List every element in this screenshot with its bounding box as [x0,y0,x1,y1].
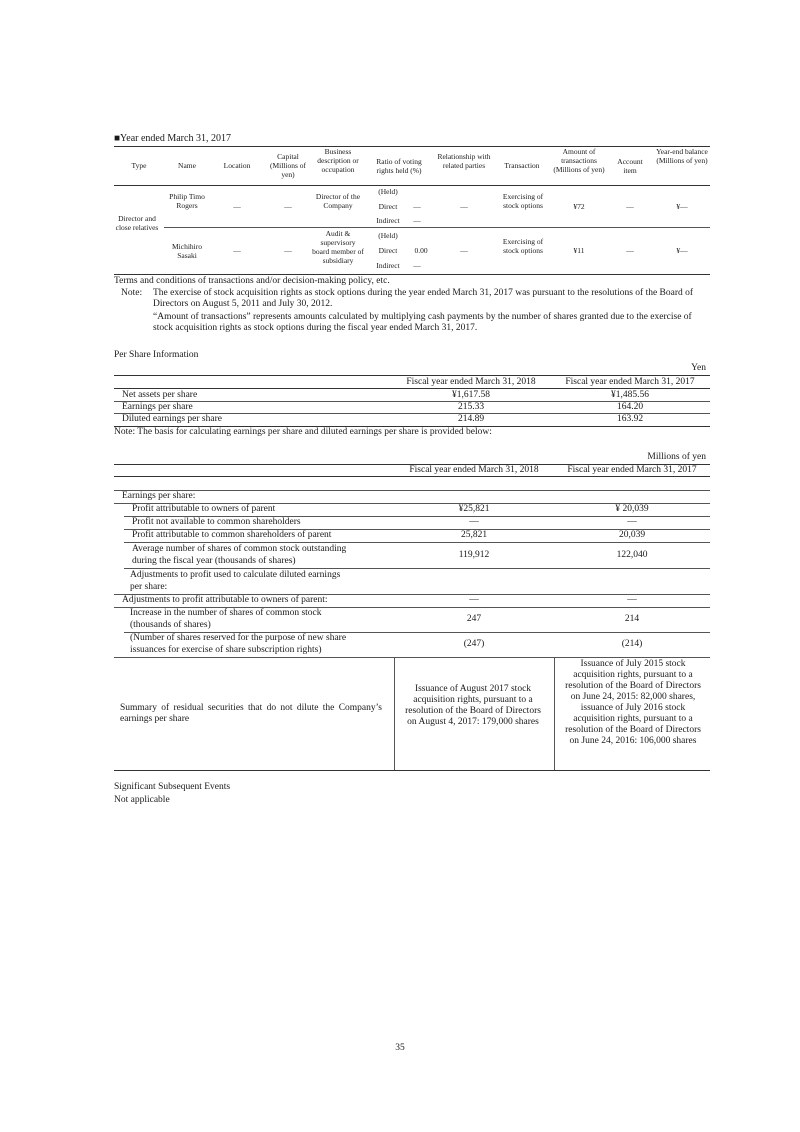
row2-indirect-label: Indirect [376,261,400,270]
increase-label-2: (thousands of shares) [130,620,211,630]
eps-row-rule [124,542,710,543]
row-divider [164,227,710,228]
per-share-unit: Yen [691,363,706,373]
row2-balance: ¥— [676,246,688,255]
row2-amount: ¥11 [573,246,585,255]
row1-amount: ¥72 [573,202,585,211]
row1-account: — [626,202,634,211]
ps-row-label: Net assets per share [122,390,198,400]
row2-account: — [626,246,634,255]
row1-direct-value: — [413,202,421,211]
square-bullet-icon: ■ [114,133,121,144]
row1-indirect-value: — [413,216,421,225]
profit-common-v2: 20,039 [618,530,646,540]
eps-header-rule [114,476,710,477]
terms-title: Terms and conditions of transactions and/or decision-making policy, etc. [114,276,390,286]
ps-note: Note: The basis for calculating earnings per share and diluted earnings per share is provided below: [114,427,492,437]
row1-balance: ¥— [676,202,688,211]
ps-col1-header: Fiscal year ended March 31, 2018 [406,377,536,387]
summary-v1: Issuance of August 2017 stock acquisition rights, pursuant to a resolution of the Board of Directors on August 4, 2017: 179,000 shares [405,684,541,727]
row1-relationship: — [460,202,468,211]
row1-capital: — [284,202,292,211]
profit-common-v1: 25,821 [460,530,488,540]
eps-spacer-rule [114,490,710,491]
row2-transaction: Exercising of stock options [502,237,544,255]
row2-relationship: — [460,246,468,255]
avg-shares-v1: 119,912 [458,550,490,560]
avg-shares-label-2: during the fiscal year (thousands of shares) [132,556,296,566]
header-business: Business description or occupation [317,147,359,174]
avg-shares-v2: 122,040 [616,550,648,560]
header-ratio: Ratio of voting rights held (%) [376,157,422,175]
ps-top-rule [114,375,710,376]
eps-col2-header: Fiscal year ended March 31, 2017 [567,465,697,475]
summary-v2: Issuance of July 2015 stock acquisition rights, pursuant to a resolution of the Board of Directors on June 24, 2015: 82,000 shares, issuance of July 2016 stock acquisition rights, pursuant to a resolution of the Board of Directors on June 24, 2016: 106,000 shares [565,659,701,746]
subsequent-text: Not applicable [114,795,170,805]
row2-location: — [233,246,241,255]
summary-label: Summary of residual securities that do not dilute the Company’s earnings per share [120,703,382,724]
row2-capital: — [284,246,292,255]
row1-indirect-label: Indirect [376,216,400,225]
header-capital: Capital (Millions of yen) [269,152,307,179]
profit-not-v2: — [627,517,637,527]
summary-divider [394,658,395,770]
ps-row-v1: 215.33 [457,402,485,412]
profit-attr-label: Profit attributable to owners of parent [132,504,276,514]
page-number: 35 [395,1043,405,1053]
per-share-title: Per Share Information [114,350,199,360]
row1-direct-label: Direct [378,202,398,211]
row2-held: (Held) [378,231,398,240]
ps-row-v2: ¥1,485.56 [611,390,649,400]
note-text-2: “Amount of transactions” represents amounts calculated by multiplying cash payments by the number of shares granted due to the exercise of stock acquisition rights as stock options during the fiscal year ended March 31, 2017. [153,312,692,333]
profit-attr-v1: ¥25,821 [458,504,490,514]
eps-row-rule [114,657,710,658]
row2-business: Audit & supervisory board member of subsidiary [312,229,364,265]
profit-not-label: Profit not available to common shareholders [132,517,301,527]
avg-shares-label-1: Average number of shares of common stock outstanding [132,544,347,554]
table-bottom-rule [114,274,710,275]
ps-row-v2: 163.92 [616,414,644,424]
eps-row-rule [124,568,710,569]
adj-heading-1: Adjustments to profit used to calculate diluted earnings [130,570,341,580]
ps-header-rule [114,388,710,389]
header-relationship: Relationship with related parties [437,152,491,170]
profit-common-label: Profit attributable to common shareholders of parent [132,530,332,540]
summary-divider [554,658,555,770]
row1-held: (Held) [378,187,398,196]
header-amount: Amount of transactions (Millions of yen) [553,147,605,174]
header-location: Location [223,161,251,170]
ps-col2-header: Fiscal year ended March 31, 2017 [565,377,695,387]
row1-location: — [233,202,241,211]
note-label: Note: [121,288,143,298]
adj-profit-v2: — [627,595,637,605]
section-title-year-2017: ■Year ended March 31, 2017 [114,133,231,144]
profit-not-v1: — [469,517,479,527]
eps-col1-header: Fiscal year ended March 31, 2018 [409,465,539,475]
row2-indirect-value: — [413,261,421,270]
adj-heading-2: per share: [130,582,168,592]
row2-name: Michihiro Sasaki [172,242,202,260]
note-text-1: The exercise of stock acquisition rights as stock options during the year ended March 31, 2017 was pursuant to the resolutions of the Board of Directors on August 5, 2011 and July 30, 2012. [153,288,694,309]
row1-name: Philip Timo Rogers [169,192,205,210]
row1-transaction: Exercising of stock options [502,192,544,210]
header-bottom-rule [114,185,710,186]
subsequent-title: Significant Subsequent Events [114,782,231,792]
adj-profit-v1: — [469,595,479,605]
eps-heading: Earnings per share: [122,491,196,501]
header-balance: Year-end balance (Millions of yen) [656,147,708,165]
ps-row-label: Earnings per share [122,402,193,412]
increase-label-1: Increase in the number of shares of common stock [130,608,322,618]
table-top-rule [114,146,710,147]
reserved-v1: (247) [463,639,485,649]
increase-v2: 214 [624,614,640,624]
ps-row-label: Diluted earnings per share [122,414,222,424]
row1-business: Director of the Company [315,192,361,210]
increase-v1: 247 [466,614,482,624]
reserved-label-2: issuances for exercise of share subscription rights) [130,645,322,655]
header-transaction: Transaction [504,161,540,170]
adj-profit-label: Adjustments to profit attributable to owners of parent: [122,595,328,605]
eps-unit: Millions of yen [647,452,706,462]
header-type: Type [131,161,147,170]
ps-row-v2: 164.20 [616,402,644,412]
type-value: Director and close relatives [115,214,159,232]
header-name: Name [178,161,196,170]
row2-direct-label: Direct [378,246,398,255]
row2-direct-value: 0.00 [414,246,428,255]
profit-attr-v2: ¥ 20,039 [615,504,649,514]
reserved-label-1: (Number of shares reserved for the purpose of new share [130,633,347,643]
header-account: Account item [617,157,643,175]
ps-row-v1: 214.89 [457,414,485,424]
eps-bottom-rule [114,770,710,771]
ps-row-v1: ¥1,617.58 [452,390,490,400]
reserved-v2: (214) [621,639,643,649]
